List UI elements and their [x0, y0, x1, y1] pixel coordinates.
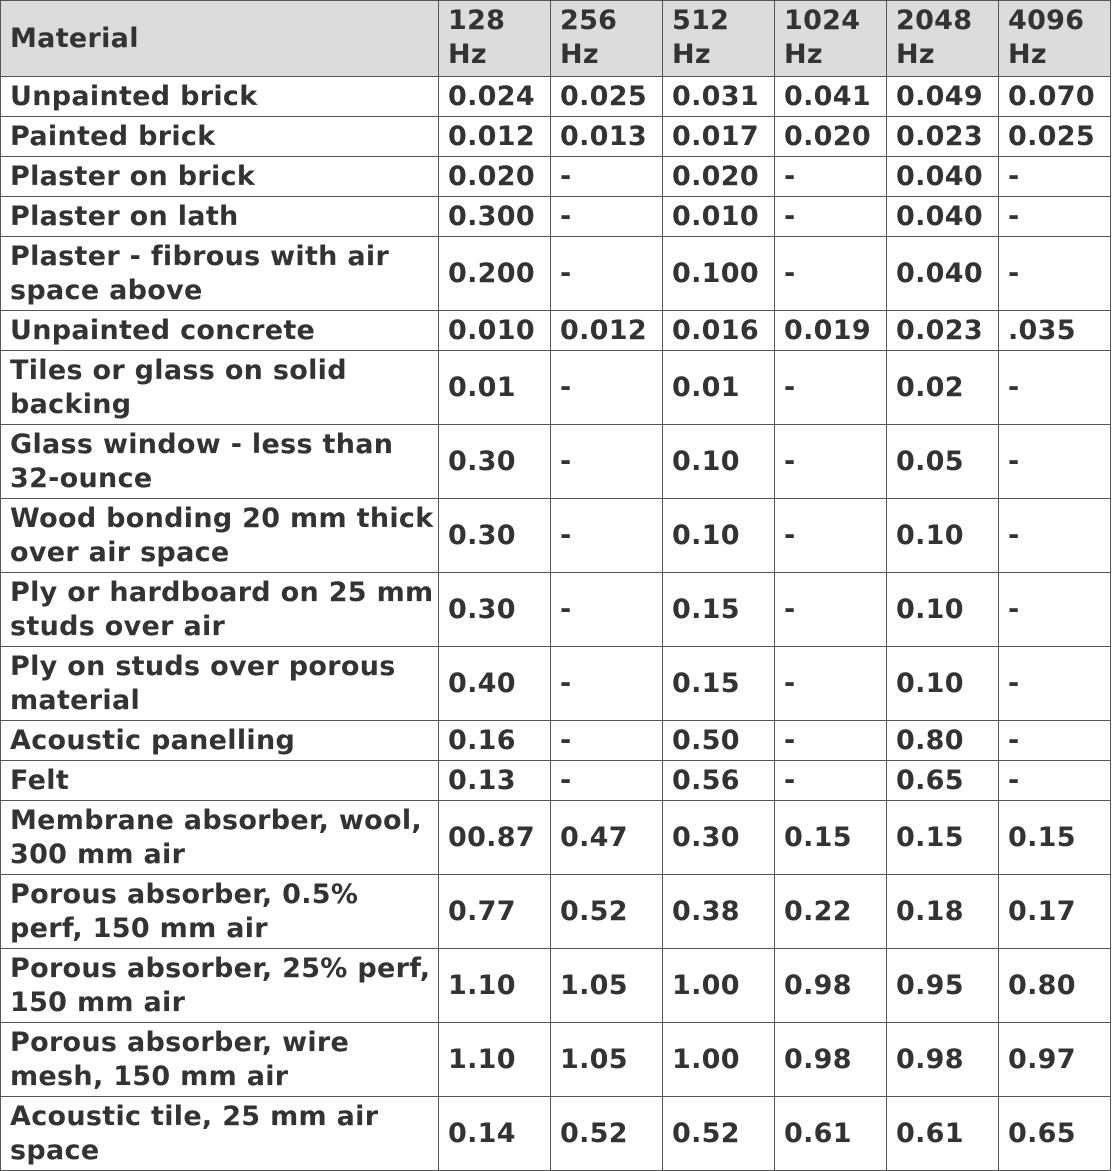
material-cell: Plaster - fibrous with air space above — [1, 237, 439, 311]
coefficient-cell: 0.10 — [663, 499, 775, 573]
coefficient-cell: - — [775, 351, 887, 425]
coefficient-cell: 1.05 — [551, 1023, 663, 1097]
coefficient-cell: 0.070 — [999, 77, 1111, 117]
material-cell: Ply or hardboard on 25 mm studs over air — [1, 573, 439, 647]
header-128hz: 128 Hz — [439, 1, 551, 77]
coefficient-cell: 0.52 — [551, 875, 663, 949]
header-2048hz: 2048 Hz — [887, 1, 999, 77]
coefficient-cell: 0.22 — [775, 875, 887, 949]
coefficient-cell: 1.00 — [663, 949, 775, 1023]
material-cell: Porous absorber, 0.5% perf, 150 mm air — [1, 875, 439, 949]
coefficient-cell: 0.100 — [663, 237, 775, 311]
coefficient-cell: 0.049 — [887, 77, 999, 117]
coefficient-cell: - — [999, 425, 1111, 499]
coefficient-cell: 0.01 — [663, 351, 775, 425]
coefficient-cell: 0.15 — [663, 573, 775, 647]
coefficient-cell: 0.024 — [439, 77, 551, 117]
table-row — [1, 117, 1111, 157]
coefficient-cell: - — [999, 157, 1111, 197]
coefficient-cell: 0.10 — [887, 499, 999, 573]
coefficient-cell: - — [551, 499, 663, 573]
material-cell: Unpainted brick — [1, 77, 439, 117]
coefficient-cell: - — [999, 237, 1111, 311]
table-row — [1, 157, 1111, 197]
table-row — [1, 949, 1111, 1023]
material-cell: Membrane absorber, wool, 300 mm air — [1, 801, 439, 875]
material-cell: Plaster on brick — [1, 157, 439, 197]
material-cell: Wood bonding 20 mm thick over air space — [1, 499, 439, 573]
coefficient-cell: - — [775, 237, 887, 311]
coefficient-cell: 0.95 — [887, 949, 999, 1023]
coefficient-cell: 0.65 — [887, 761, 999, 801]
coefficient-cell: 0.61 — [887, 1097, 999, 1171]
coefficient-cell: 0.10 — [887, 573, 999, 647]
coefficient-cell: 0.80 — [999, 949, 1111, 1023]
table-row — [1, 801, 1111, 875]
coefficient-cell: 0.30 — [439, 425, 551, 499]
table-body — [1, 77, 1111, 1171]
table-row — [1, 761, 1111, 801]
coefficient-cell: - — [551, 761, 663, 801]
coefficient-cell: - — [775, 721, 887, 761]
coefficient-cell: - — [551, 647, 663, 721]
material-cell: Porous absorber, wire mesh, 150 mm air — [1, 1023, 439, 1097]
material-cell: Felt — [1, 761, 439, 801]
coefficient-cell: - — [551, 351, 663, 425]
table-row — [1, 499, 1111, 573]
coefficient-cell: - — [775, 425, 887, 499]
coefficient-cell: 0.012 — [439, 117, 551, 157]
coefficient-cell: 0.010 — [663, 197, 775, 237]
coefficient-cell: 0.52 — [663, 1097, 775, 1171]
table-row — [1, 351, 1111, 425]
coefficient-cell: 0.15 — [887, 801, 999, 875]
coefficient-cell: 0.010 — [439, 311, 551, 351]
coefficient-cell: 1.10 — [439, 949, 551, 1023]
coefficient-cell: 0.10 — [663, 425, 775, 499]
coefficient-cell: 0.040 — [887, 157, 999, 197]
coefficient-cell: - — [775, 499, 887, 573]
coefficient-cell: - — [551, 157, 663, 197]
coefficient-cell: 0.98 — [887, 1023, 999, 1097]
coefficient-cell: 0.10 — [887, 647, 999, 721]
coefficient-cell: 0.300 — [439, 197, 551, 237]
coefficient-cell: 0.18 — [887, 875, 999, 949]
material-cell: Acoustic tile, 25 mm air space — [1, 1097, 439, 1171]
coefficient-cell: - — [551, 425, 663, 499]
coefficient-cell: 0.016 — [663, 311, 775, 351]
coefficient-cell: 0.023 — [887, 117, 999, 157]
coefficient-cell: 0.200 — [439, 237, 551, 311]
header-material: Material — [1, 1, 439, 77]
coefficient-cell: 1.00 — [663, 1023, 775, 1097]
coefficient-cell: 0.012 — [551, 311, 663, 351]
header-4096hz: 4096 Hz — [999, 1, 1111, 77]
material-cell: Porous absorber, 25% perf, 150 mm air — [1, 949, 439, 1023]
coefficient-cell: 0.01 — [439, 351, 551, 425]
coefficient-cell: - — [775, 157, 887, 197]
coefficient-cell: 0.40 — [439, 647, 551, 721]
coefficient-cell: - — [775, 197, 887, 237]
coefficient-cell: 0.15 — [775, 801, 887, 875]
coefficient-cell: 00.87 — [439, 801, 551, 875]
coefficient-cell: 0.77 — [439, 875, 551, 949]
table-row — [1, 573, 1111, 647]
coefficient-cell: 0.16 — [439, 721, 551, 761]
coefficient-cell: 0.017 — [663, 117, 775, 157]
coefficient-cell: 0.013 — [551, 117, 663, 157]
coefficient-cell: 0.05 — [887, 425, 999, 499]
coefficient-cell: 0.041 — [775, 77, 887, 117]
coefficient-cell: - — [551, 237, 663, 311]
coefficient-cell: - — [551, 197, 663, 237]
coefficient-cell: 0.52 — [551, 1097, 663, 1171]
coefficient-cell: 0.020 — [663, 157, 775, 197]
coefficient-cell: - — [999, 351, 1111, 425]
coefficient-cell: 0.30 — [663, 801, 775, 875]
material-cell: Painted brick — [1, 117, 439, 157]
coefficient-cell: 0.15 — [663, 647, 775, 721]
header-row — [1, 1, 1111, 77]
coefficient-cell: 0.97 — [999, 1023, 1111, 1097]
material-cell: Unpainted concrete — [1, 311, 439, 351]
coefficient-cell: 0.031 — [663, 77, 775, 117]
coefficient-cell: 0.56 — [663, 761, 775, 801]
coefficient-cell: 1.05 — [551, 949, 663, 1023]
table-row — [1, 237, 1111, 311]
material-cell: Ply on studs over porous material — [1, 647, 439, 721]
coefficient-cell: 0.13 — [439, 761, 551, 801]
coefficient-cell: 0.61 — [775, 1097, 887, 1171]
header-1024hz: 1024 Hz — [775, 1, 887, 77]
table-row — [1, 721, 1111, 761]
coefficient-cell: - — [999, 647, 1111, 721]
table-row — [1, 1097, 1111, 1171]
coefficient-cell: 0.65 — [999, 1097, 1111, 1171]
coefficient-cell: 0.14 — [439, 1097, 551, 1171]
coefficient-cell: 0.98 — [775, 1023, 887, 1097]
coefficient-cell: - — [551, 573, 663, 647]
material-cell: Acoustic panelling — [1, 721, 439, 761]
header-512hz: 512 Hz — [663, 1, 775, 77]
coefficient-cell: 0.15 — [999, 801, 1111, 875]
coefficient-cell: 0.023 — [887, 311, 999, 351]
table-row — [1, 311, 1111, 351]
coefficient-cell: 0.17 — [999, 875, 1111, 949]
coefficient-cell: 0.019 — [775, 311, 887, 351]
coefficient-cell: 0.47 — [551, 801, 663, 875]
coefficient-cell: - — [999, 197, 1111, 237]
material-cell: Tiles or glass on solid backing — [1, 351, 439, 425]
coefficient-cell: 0.040 — [887, 197, 999, 237]
coefficient-cell: 0.98 — [775, 949, 887, 1023]
coefficient-cell: .035 — [999, 311, 1111, 351]
coefficient-cell: - — [551, 721, 663, 761]
coefficient-cell: 0.80 — [887, 721, 999, 761]
coefficient-cell: - — [999, 721, 1111, 761]
table-row — [1, 425, 1111, 499]
material-cell: Plaster on lath — [1, 197, 439, 237]
table-row — [1, 875, 1111, 949]
coefficient-cell: - — [999, 573, 1111, 647]
coefficient-cell: 0.040 — [887, 237, 999, 311]
table-row — [1, 197, 1111, 237]
coefficient-cell: 0.30 — [439, 499, 551, 573]
table-row — [1, 647, 1111, 721]
coefficient-cell: - — [775, 573, 887, 647]
coefficient-cell: 0.02 — [887, 351, 999, 425]
coefficient-cell: 0.50 — [663, 721, 775, 761]
table-row — [1, 1023, 1111, 1097]
coefficient-cell: 0.025 — [999, 117, 1111, 157]
table-row — [1, 77, 1111, 117]
coefficient-cell: 0.025 — [551, 77, 663, 117]
coefficient-cell: - — [999, 761, 1111, 801]
coefficient-cell: - — [999, 499, 1111, 573]
coefficient-cell: 0.020 — [439, 157, 551, 197]
coefficient-cell: 0.30 — [439, 573, 551, 647]
material-cell: Glass window - less than 32-ounce — [1, 425, 439, 499]
coefficient-cell: 1.10 — [439, 1023, 551, 1097]
coefficient-cell: - — [775, 761, 887, 801]
coefficient-cell: 0.38 — [663, 875, 775, 949]
header-256hz: 256 Hz — [551, 1, 663, 77]
coefficient-cell: - — [775, 647, 887, 721]
coefficient-cell: 0.020 — [775, 117, 887, 157]
